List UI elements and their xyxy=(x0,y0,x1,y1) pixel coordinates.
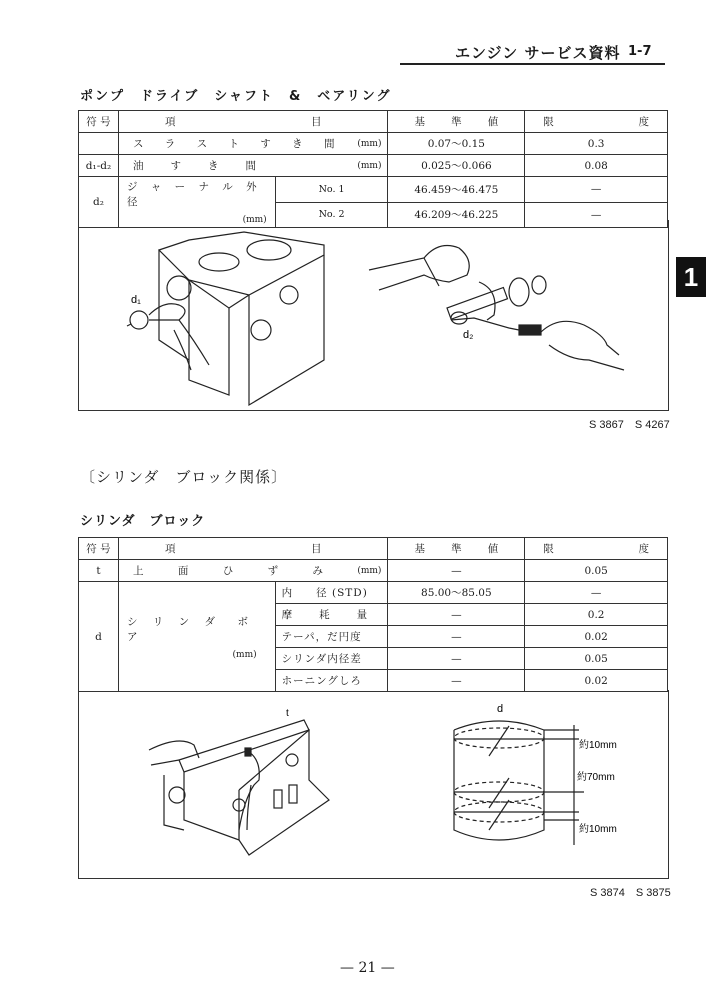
table-row: t 上 面 ひ ず み (mm) — 0.05 xyxy=(79,560,668,582)
sub-item: 内 径 (STD) xyxy=(275,582,388,604)
standard-value: — xyxy=(388,670,525,692)
limit-value: 0.2 xyxy=(525,604,668,626)
section-title-pump-drive-shaft: ポンプ ドライブ シャフト & ベアリング xyxy=(80,89,392,104)
header-symbol: 符 号 xyxy=(79,111,119,133)
symbol: d₂ xyxy=(79,177,119,228)
symbol: d xyxy=(79,582,119,692)
limit-value: 0.05 xyxy=(525,560,668,582)
unit-label: (mm) xyxy=(357,138,382,149)
sub-item: テーパ，だ円度 xyxy=(275,626,388,648)
label-d1: d₁ xyxy=(131,294,141,306)
limit-value: 0.02 xyxy=(525,626,668,648)
dimension-middle: 約70mm xyxy=(577,772,615,783)
limit-value: 0.02 xyxy=(525,670,668,692)
limit-value: 0.3 xyxy=(525,133,668,155)
limit-value: 0.08 xyxy=(525,155,668,177)
label-d: d xyxy=(497,703,504,715)
micrometer-shaft-icon xyxy=(369,246,624,370)
header-limit: 限 度 xyxy=(525,538,668,560)
limit-value: — xyxy=(525,202,668,228)
symbol: t xyxy=(79,560,119,582)
header-item: 項 目 xyxy=(118,538,388,560)
item-label: シ リ ン ダ ボ ア xyxy=(126,615,254,643)
item-label: ジ ャ ー ナ ル 外 径 xyxy=(126,181,262,208)
standard-value: — xyxy=(388,626,525,648)
cylinder-bore-diagram-icon xyxy=(454,721,584,845)
sub-item: No. 2 xyxy=(275,202,388,228)
header-standard: 基 準 値 xyxy=(388,111,525,133)
figure-reference-codes: S 3874 S 3875 xyxy=(590,887,671,899)
header-standard: 基 準 値 xyxy=(388,538,525,560)
standard-value: 46.209〜46.225 xyxy=(388,202,525,228)
pump-figure-panel xyxy=(78,220,669,411)
sub-item: ホーニングしろ xyxy=(275,670,388,692)
chapter-tab-marker: 1 xyxy=(676,257,706,297)
header-symbol: 符 号 xyxy=(79,538,119,560)
sub-item: 摩 耗 量 xyxy=(275,604,388,626)
standard-value: — xyxy=(388,560,525,582)
engine-block-icon xyxy=(159,232,324,405)
dimension-top: 約10mm xyxy=(579,740,617,751)
header-item: 項 目 xyxy=(118,111,388,133)
limit-value: 0.05 xyxy=(525,648,668,670)
page-number: — 21 — xyxy=(340,960,395,976)
dimension-bottom: 約10mm xyxy=(579,824,617,835)
section-title-cylinder-block-group: 〔シリンダ ブロック関係〕 xyxy=(80,468,288,486)
cylinder-block-straightedge-icon xyxy=(149,720,329,855)
table-header-row xyxy=(79,538,668,560)
symbol: d₁-d₂ xyxy=(79,155,119,177)
label-d2: d₂ xyxy=(463,329,474,341)
unit-label: (mm) xyxy=(357,160,382,171)
item-label: ス ラ ス ト す き 間 xyxy=(132,138,344,150)
limit-value: — xyxy=(525,582,668,604)
table-row xyxy=(79,155,668,177)
figure-reference-codes: S 3867 S 4267 xyxy=(589,419,670,431)
table-row xyxy=(79,582,668,604)
sub-item: No. 1 xyxy=(275,177,388,203)
item-label: 油 す き 間 xyxy=(132,160,258,172)
standard-value: 46.459〜46.475 xyxy=(388,177,525,203)
section-title-cylinder-block: シリンダ ブロック xyxy=(80,514,206,529)
standard-value: — xyxy=(388,604,525,626)
limit-value: — xyxy=(525,177,668,203)
document-header-title: エンジン サービス資料 xyxy=(455,44,621,62)
engine-block-measurement-illustration xyxy=(79,220,668,410)
table-header-row xyxy=(79,111,668,133)
standard-value: 0.07〜0.15 xyxy=(388,133,525,155)
table-row xyxy=(79,177,668,203)
standard-value: 85.00〜85.05 xyxy=(388,582,525,604)
label-t: t xyxy=(286,708,289,719)
header-limit: 限 度 xyxy=(525,111,668,133)
unit-label: (mm) xyxy=(232,649,257,660)
unit-label: (mm) xyxy=(357,565,382,576)
standard-value: — xyxy=(388,648,525,670)
unit-label: (mm) xyxy=(242,215,267,225)
dial-gauge-icon xyxy=(127,304,209,370)
table-row xyxy=(79,133,668,155)
standard-value: 0.025〜0.066 xyxy=(388,155,525,177)
sub-item: シリンダ内径差 xyxy=(275,648,388,670)
header-rule xyxy=(400,63,665,65)
pump-spec-table xyxy=(78,110,668,228)
cylinder-measurement-illustration xyxy=(79,690,668,878)
cylinder-figure-panel xyxy=(78,690,669,879)
document-section-ref: 1-7 xyxy=(628,44,652,59)
cylinder-block-spec-table xyxy=(78,537,668,692)
